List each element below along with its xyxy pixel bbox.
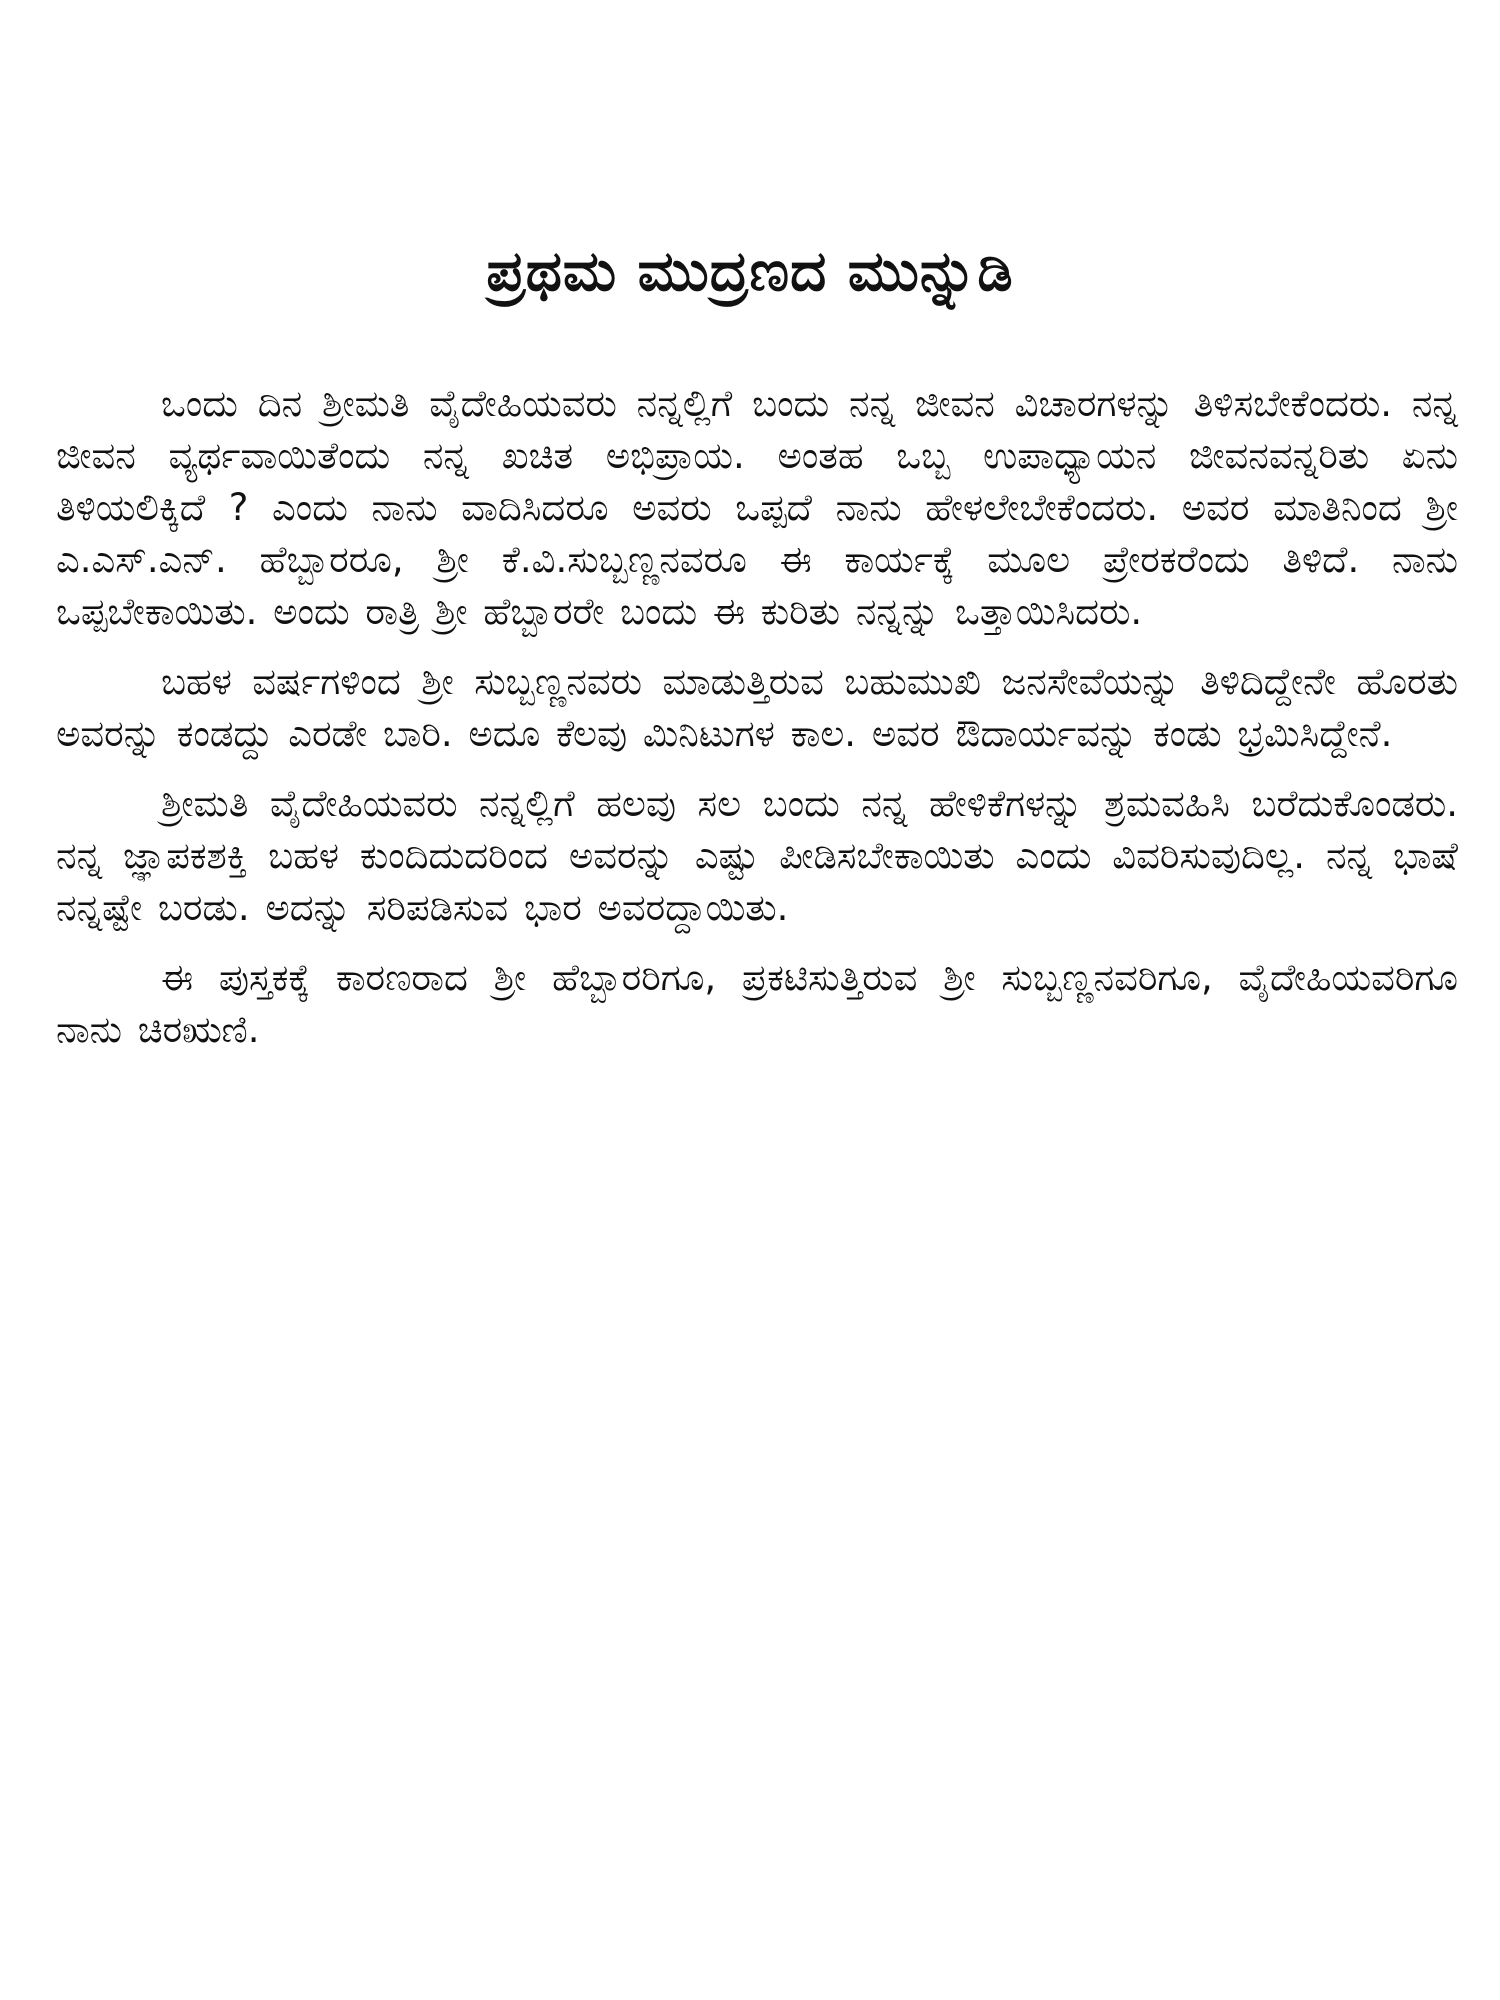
page-title: ಪ್ರಥಮ ಮುದ್ರಣದ ಮುನ್ನುಡಿ [486,239,1014,304]
paragraph-4: ಈ ಪುಸ್ತಕಕ್ಕೆ ಕಾರಣರಾದ ಶ್ರೀ ಹೆಬ್ಬಾರರಿಗೂ, ಪ್ರಕಟಿಸುತ್ತಿರುವ ಶ್ರೀ ಸುಬ್ಬಣ್ಣನವರಿಗೂ, ವೈದೇಹಿಯವರಿಗೂ ನಾನು ಚಿರಋಣಿ. [56,956,1458,1051]
preface-body [56,378,1458,1074]
paragraph-1: ಒಂದು ದಿನ ಶ್ರೀಮತಿ ವೈದೇಹಿಯವರು ನನ್ನಲ್ಲಿಗೆ ಬಂದು ನನ್ನ ಜೀವನ ವಿಚಾರಗಳನ್ನು ತಿಳಿಸಬೇಕೆಂದರು. ನನ್ನ ಜೀವನ ವ್ಯರ್ಥವಾಯಿತೆಂದು ನನ್ನ ಖಚಿತ ಅಭಿಪ್ರಾಯ. ಅಂತಹ ಒಬ್ಬ ಉಪಾಧ್ಯಾಯನ ಜೀವನವನ್ನರಿತು ಏನು ತಿಳಿಯಲಿಕ್ಕಿದೆ ? ಎಂದು ನಾನು ವಾದಿಸಿದರೂ ಅವರು ಒಪ್ಪದೆ ನಾನು ಹೇಳಲೇಬೇಕೆಂದರು. ಅವರ ಮಾತಿನಿಂದ ಶ್ರೀ ಎ.ಎಸ್.ಎನ್. ಹೆಬ್ಬಾರರೂ, ಶ್ರೀ ಕೆ.ವಿ.ಸುಬ್ಬಣ್ಣನವರೂ ಈ ಕಾರ್ಯಕ್ಕೆ ಮೂಲ ಪ್ರೇರಕರೆಂದು ತಿಳಿದೆ. ನಾನು ಒಪ್ಪಬೇಕಾಯಿತು. ಅಂದು ರಾತ್ರಿ ಶ್ರೀ ಹೆಬ್ಬಾರರೇ ಬಂದು ಈ ಕುರಿತು ನನ್ನನ್ನು ಒತ್ತಾಯಿಸಿದರು. [56,382,1458,633]
paragraph-2: ಬಹಳ ವರ್ಷಗಳಿಂದ ಶ್ರೀ ಸುಬ್ಬಣ್ಣನವರು ಮಾಡುತ್ತಿರುವ ಬಹುಮುಖಿ ಜನಸೇವೆಯನ್ನು ತಿಳಿದಿದ್ದೇನೇ ಹೊರತು ಅವರನ್ನು ಕಂಡದ್ದು ಎರಡೇ ಬಾರಿ. ಅದೂ ಕೆಲವು ಮಿನಿಟುಗಳ ಕಾಲ. ಅವರ ಔದಾರ್ಯವನ್ನು ಕಂಡು ಭ್ರಮಿಸಿದ್ದೇನೆ. [56,660,1458,755]
paragraph-3: ಶ್ರೀಮತಿ ವೈದೇಹಿಯವರು ನನ್ನಲ್ಲಿಗೆ ಹಲವು ಸಲ ಬಂದು ನನ್ನ ಹೇಳಿಕೆಗಳನ್ನು ಶ್ರಮವಹಿಸಿ ಬರೆದುಕೊಂಡರು. ನನ್ನ ಜ್ಞಾಪಕಶಕ್ತಿ ಬಹಳ ಕುಂದಿದುದರಿಂದ ಅವರನ್ನು ಎಷ್ಟು ಪೀಡಿಸಬೇಕಾಯಿತು ಎಂದು ವಿವರಿಸುವುದಿಲ್ಲ. ನನ್ನ ಭಾಷೆ ನನ್ನಷ್ಟೇ ಬರಡು. ಅದನ್ನು ಸರಿಪಡಿಸುವ ಭಾರ ಅವರದ್ದಾಯಿತು. [56,782,1458,929]
